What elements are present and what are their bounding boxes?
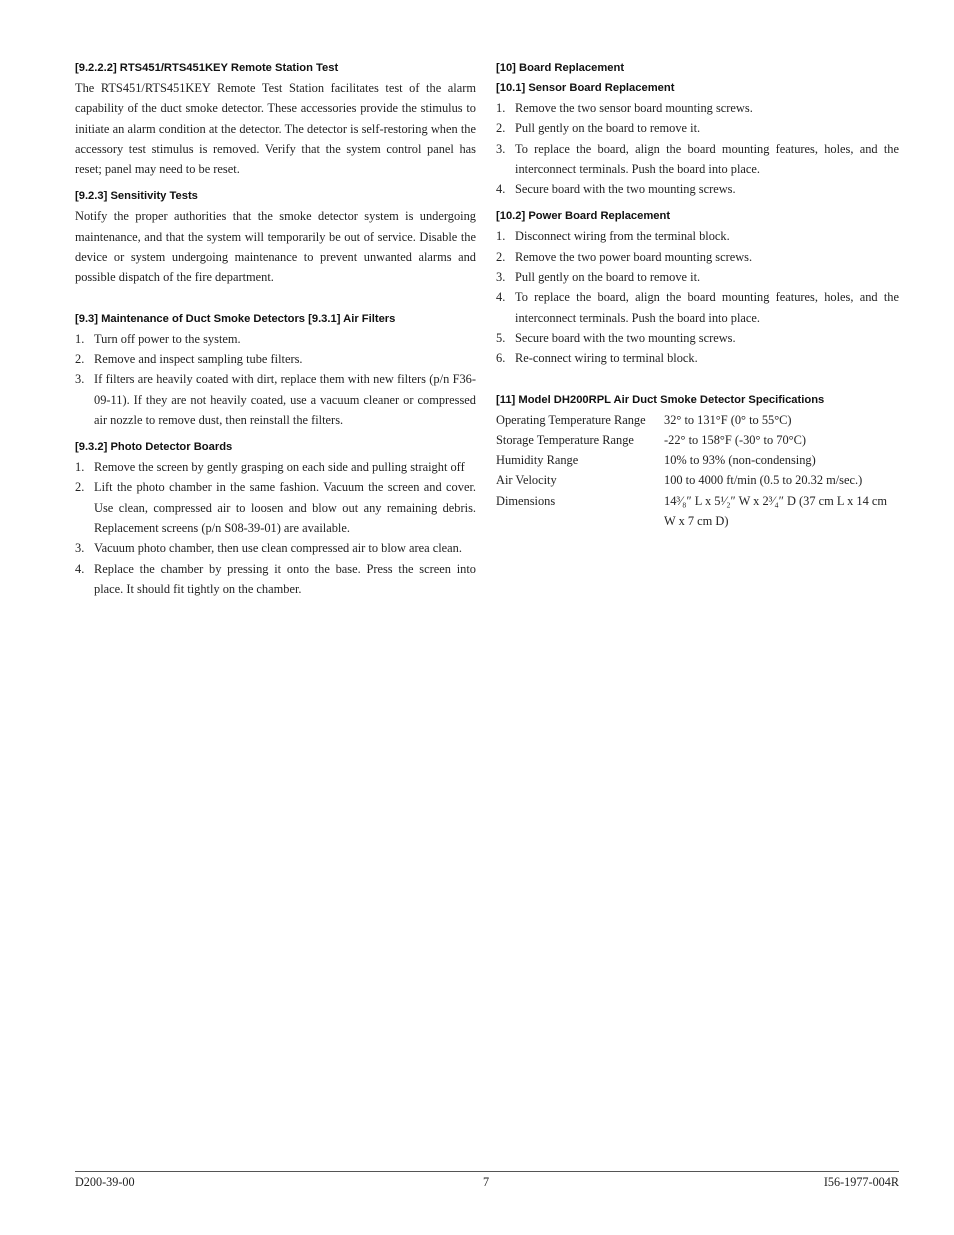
- page-number: 7: [483, 1175, 490, 1189]
- section-heading-10-2: [10.2] Power Board Replacement: [496, 210, 671, 223]
- spec-label: Dimensions: [496, 493, 556, 508]
- section-heading-9-2-3: [9.2.3] Sensitivity Tests: [75, 190, 198, 203]
- list-item: 1. Remove the screen by gently grasping on each side and pulling straight off: [75, 460, 465, 475]
- list-sensor-board-replacement: [496, 98, 899, 199]
- list-item: 4. To replace the board, align the board mounting features, holes, and the interconnect terminals. Push the board into place.: [496, 290, 899, 325]
- list-item: 3. If filters are heavily coated with dirt, replace them with new filters (p/n F36-09-11). If they are not heavily coated, use a vacuum cleaner or compressed air nozzle to remove dust, then reinstall the filters.: [75, 372, 476, 427]
- list-power-board-replacement: [496, 226, 899, 368]
- table-row: [496, 450, 899, 470]
- footer-document-number: D200-39-00: [75, 1175, 135, 1189]
- list-item: 1. Remove the two sensor board mounting screws.: [496, 101, 753, 115]
- spec-value: 32° to 131°F (0° to 55°C): [664, 412, 792, 427]
- list-item: 1. Disconnect wiring from the terminal block.: [496, 229, 730, 244]
- paragraph-sensitivity-tests: Notify the proper authorities that the smoke detector system is undergoing maintenance, and that the system will temporarily be out of service. Disable the device or system undergoing maintenance to prevent unwanted alarms and possible dispatch of the fire department.: [75, 209, 476, 285]
- footer-part-number: I56-1977-004R: [823, 1175, 899, 1189]
- list-item: 2. Pull gently on the board to remove it.: [496, 121, 701, 136]
- paragraph-remote-station-test: The RTS451/RTS451KEY Remote Test Station facilitates test of the alarm capability of the duct smoke detector. These accessories provide the stimulus to initiate an alarm condition at the detector. The detector is self-restoring when the accessory test stimulus is removed. Verify that the system control panel has reset; panel may need to be reset.: [75, 81, 476, 177]
- list-item: 1. Turn off power to the system.: [75, 331, 241, 346]
- list-photo-detector-boards: [75, 457, 476, 599]
- left-column: [75, 58, 476, 606]
- table-row: [496, 430, 899, 450]
- list-item: 4. Replace the chamber by pressing it onto the base. Press the screen into place. It should fit tightly on the chamber.: [75, 561, 476, 596]
- list-item: 3. To replace the board, align the board mounting features, holes, and the interconnect terminals. Push the board into place.: [496, 141, 899, 176]
- list-item: 3. Pull gently on the board to remove it.: [496, 270, 701, 285]
- section-heading-9-2-2-2: [9.2.2.2] RTS451/RTS451KEY Remote Station Test: [75, 62, 339, 74]
- section-heading-10: [10] Board Replacement: [496, 62, 625, 74]
- list-item: 6. Re-connect wiring to terminal block.: [496, 351, 698, 366]
- table-row: [496, 491, 899, 532]
- spec-label: Storage Temperature Range: [496, 432, 634, 447]
- list-item: 2. Remove the two power board mounting screws.: [496, 249, 753, 264]
- spec-value: 14³⁄₈″ L x 5¹⁄₂″ W x 2³⁄₄″ D (37 cm L x 14 cm W x 7 cm D): [664, 493, 888, 529]
- spec-label: Operating Temperature Range: [496, 412, 646, 427]
- spec-value: 10% to 93% (non-condensing): [664, 453, 816, 468]
- spec-value: -22° to 158°F (-30° to 70°C): [664, 432, 807, 447]
- list-item: 2. Lift the photo chamber in the same fashion. Vacuum the screen and cover. Use clean, compressed air to loosen and blow out any remaining debris. Replacement screens (p/n S08-39-01) are available.: [75, 480, 476, 536]
- table-row: [496, 470, 899, 490]
- list-air-filters: [75, 329, 476, 430]
- table-row: [496, 410, 899, 430]
- list-item: 4. Secure board with the two mounting screws.: [496, 182, 736, 197]
- list-item: 3. Vacuum photo chamber, then use clean compressed air to blow area clean.: [75, 541, 462, 556]
- spec-value: 100 to 4000 ft/min (0.5 to 20.32 m/sec.): [664, 473, 863, 488]
- spec-label: Air Velocity: [496, 473, 557, 488]
- page-footer: [75, 1171, 899, 1189]
- section-heading-10-1: [10.1] Sensor Board Replacement: [496, 82, 675, 94]
- list-item: 2. Remove and inspect sampling tube filters.: [75, 351, 303, 366]
- section-heading-9-3-2: [9.3.2] Photo Detector Boards: [75, 441, 233, 454]
- spec-label: Humidity Range: [496, 453, 579, 468]
- specifications-table: [496, 410, 899, 532]
- right-column: [496, 58, 899, 531]
- section-heading-11: [11] Model DH200RPL Air Duct Smoke Detector Specifications: [496, 393, 825, 406]
- section-heading-9-3: [9.3] Maintenance of Duct Smoke Detectors [9.3.1] Air Filters: [75, 312, 396, 325]
- list-item: 5. Secure board with the two mounting screws.: [496, 330, 736, 345]
